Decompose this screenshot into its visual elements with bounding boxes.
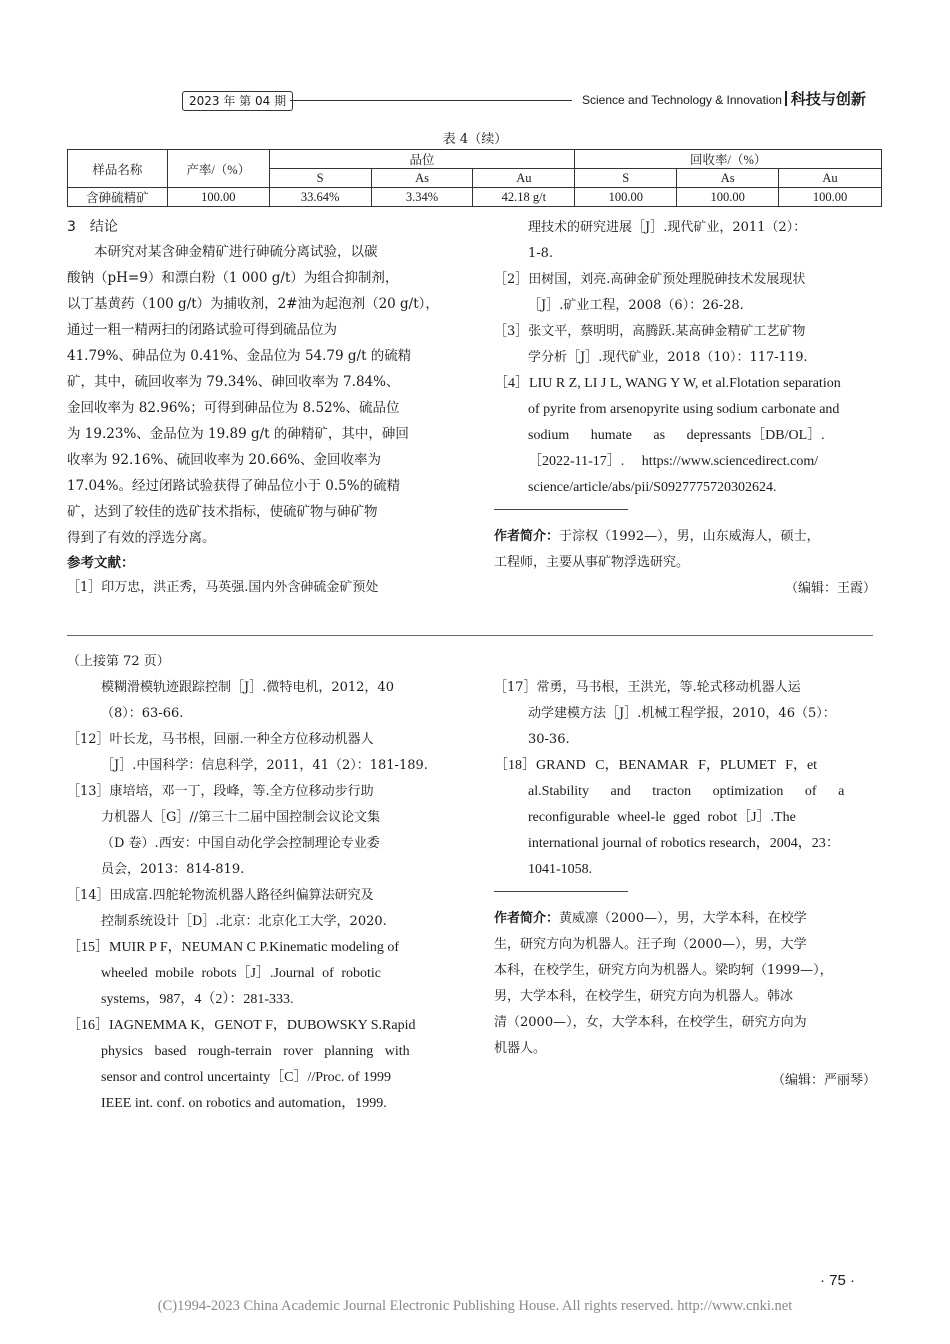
author-label: 作者简介：	[494, 529, 560, 544]
table-cell: 3.34%	[371, 188, 473, 207]
text-line: 收率为 92.16%、硫回收率为 20.66%、金回收率为	[67, 452, 382, 468]
text-line: wheeled mobile robots［J］.Journal of robotic	[101, 966, 382, 981]
lower-left-column	[67, 649, 459, 1117]
text-line: 本科，在校学生，研究方向为机器人。梁昀轲（1999—），	[494, 963, 833, 978]
text-line: sensor and control uncertainty［C］//Proc. of 1999	[101, 1070, 392, 1085]
reference-continued	[67, 675, 459, 727]
header-yield: 产率/（%）	[167, 150, 269, 188]
text-line: 黄威凛（2000—），男，大学本科，在校学	[559, 911, 807, 926]
text-line: 员会，2013：814-819.	[101, 862, 245, 877]
text-line: 1-8.	[528, 246, 554, 261]
header-recovery: 回收率/（%）	[575, 150, 882, 169]
reference-item	[67, 883, 459, 935]
text-line: 机器人。	[494, 1041, 547, 1056]
text-line: ［17］常勇，马书根，王洪光，等.轮式移动机器人运	[494, 680, 801, 695]
reference-item	[494, 675, 884, 753]
sub-header: Au	[779, 169, 882, 188]
text-line: 生，研究方向为机器人。汪子珣（2000—），男，大学	[494, 937, 807, 952]
reference-item	[67, 727, 459, 779]
text-line: 以丁基黄药（100 g/t）为捕收剂，2#油为起泡剂（20 g/t），	[67, 296, 439, 312]
text-line: 得到了有效的浮选分离。	[67, 530, 216, 546]
text-line: ［14］田成富.四舵轮物流机器人路径纠偏算法研究及	[67, 888, 374, 903]
sub-header: As	[371, 169, 473, 188]
lower-right-column	[494, 675, 884, 1094]
text-line: 41.79%、砷品位为 0.41%、金品位为 54.79 g/t 的硫精	[67, 348, 412, 364]
editor-note: （编辑：严丽琴）	[771, 1073, 876, 1088]
author-bio	[494, 524, 884, 576]
reference-item	[494, 267, 884, 319]
text-line: ［13］康培培，邓一丁，段峰，等.全方位移动步行助	[67, 784, 374, 799]
text-line: 本研究对某含砷金精矿进行砷硫分离试验，以碳	[94, 244, 378, 260]
text-line: 矿，达到了较佳的选矿技术指标，使硫矿物与砷矿物	[67, 504, 378, 520]
table-cell: 42.18 g/t	[473, 188, 575, 207]
table-cell: 33.64%	[269, 188, 371, 207]
upper-right-column	[494, 215, 884, 602]
text-line: ［2］田树国，刘亮.高砷金矿预处理脱砷技术发展现状	[494, 272, 806, 287]
text-line: international journal of robotics research，2004，23：	[528, 836, 840, 851]
text-line: ［15］MUIR P F，NEUMAN C P.Kinematic modeling of	[67, 940, 399, 955]
text-line: 1041-1058.	[528, 862, 593, 877]
text-line: 为 19.23%、金品位为 19.89 g/t 的砷精矿，其中，砷回	[67, 426, 409, 442]
text-line: 矿，其中，硫回收率为 79.34%、砷回收率为 7.84%、	[67, 374, 400, 390]
text-line: 动学建模方法［J］.机械工程学报，2010，46（5）：	[528, 706, 836, 721]
separator-line	[494, 891, 628, 892]
section-divider	[67, 635, 873, 636]
text-line: ［3］张文平，蔡明明，高腾跃.某高砷金精矿工艺矿物	[494, 324, 806, 339]
reference-item: ［1］印万忠，洪正秀，马英强.国内外含砷硫金矿预处	[67, 580, 379, 595]
text-line: ［4］LIU R Z, LI J L, WANG Y W, et al.Flotation separation	[494, 376, 841, 391]
header-rule	[290, 100, 572, 101]
reference-item	[67, 935, 459, 1013]
table-cell: 100.00	[575, 188, 677, 207]
text-line: al.Stability and tracton optimization of a	[528, 784, 845, 799]
references-heading: 参考文献：	[67, 555, 135, 571]
text-line: systems，987，4（2）：281-333.	[101, 992, 294, 1007]
reference-item	[494, 319, 884, 371]
author-bio	[494, 906, 884, 1062]
data-table	[67, 149, 882, 207]
title-separator	[785, 91, 787, 106]
text-line: physics based rough-terrain rover planning with	[101, 1044, 410, 1059]
text-line: 理技术的研究进展［J］.现代矿业，2011（2）：	[528, 220, 807, 235]
separator-line	[494, 509, 628, 510]
copyright-footer: (C)1994-2023 China Academic Journal Electronic Publishing House. All rights reserved. http://www.cnki.net	[157, 1298, 793, 1314]
sub-header: S	[269, 169, 371, 188]
table-row	[68, 188, 882, 207]
text-line: sodium humate as depressants［DB/OL］.	[528, 428, 825, 443]
text-line: 17.04%。经过闭路试验获得了砷品位小于 0.5%的硫精	[67, 478, 401, 494]
text-line: 于淙权（1992—），男，山东威海人，硕士，	[559, 529, 820, 544]
text-line: ［12］叶长龙，马书根，回丽.一种全方位移动机器人	[67, 732, 374, 747]
text-line: 男，大学本科，在校学生，研究方向为机器人。韩冰	[494, 989, 794, 1004]
text-line: 模糊滑模轨迹跟踪控制［J］.微特电机，2012，40	[101, 680, 394, 695]
text-line: ［16］IAGNEMMA K，GENOT F，DUBOWSKY S.Rapid	[67, 1018, 416, 1033]
journal-title-cn: 科技与创新	[790, 90, 866, 108]
journal-title	[582, 89, 866, 110]
reference-item	[494, 371, 884, 501]
journal-title-en: Science and Technology & Innovation	[582, 93, 782, 107]
text-line: 力机器人［G］//第三十二届中国控制会议论文集	[101, 810, 381, 825]
text-line: reconfigurable wheel-le gged robot［J］.The	[528, 810, 796, 825]
continued-note: （上接第 72 页）	[67, 654, 170, 669]
header-grade: 品位	[269, 150, 575, 169]
table-cell: 100.00	[167, 188, 269, 207]
upper-left-column	[67, 215, 458, 601]
text-line: ［J］.中国科学：信息科学，2011，41（2）：181-189.	[101, 758, 428, 773]
sub-header: Au	[473, 169, 575, 188]
sub-header: As	[677, 169, 779, 188]
table-cell: 100.00	[677, 188, 779, 207]
sub-header: S	[575, 169, 677, 188]
table-cell: 含砷硫精矿	[68, 188, 168, 207]
reference-continued	[494, 215, 884, 267]
editor-note: （编辑：王霞）	[784, 581, 876, 596]
text-line: （8）：63-66.	[101, 706, 184, 721]
reference-item	[67, 1013, 459, 1117]
text-line: IEEE int. conf. on robotics and automation，1999.	[101, 1096, 387, 1111]
text-line: science/article/abs/pii/S0927775720302624.	[528, 480, 777, 495]
table-caption: 表 4（续）	[442, 132, 508, 147]
text-line: ［J］.矿业工程，2008（6）：26-28.	[528, 298, 744, 313]
reference-item	[494, 753, 884, 883]
text-line: 金回收率为 82.96%；可得到砷品位为 8.52%、硫品位	[67, 400, 400, 416]
text-line: ［2022-11-17］. https://www.sciencedirect.com/	[528, 454, 819, 469]
text-line: of pyrite from arsenopyrite using sodium carbonate and	[528, 402, 840, 417]
author-label: 作者简介：	[494, 911, 560, 926]
text-line: 工程师，主要从事矿物浮选研究。	[494, 555, 690, 570]
table-cell: 100.00	[779, 188, 882, 207]
issue-badge: 2023 年 第 04 期	[182, 91, 293, 111]
text-line: 30-36.	[528, 732, 570, 747]
text-line: （D 卷）.西安：中国自动化学会控制理论专业委	[101, 836, 380, 851]
conclusion-paragraph	[67, 239, 458, 551]
text-line: 通过一粗一精两扫的闭路试验可得到硫品位为	[67, 322, 337, 338]
text-line: 清（2000—），女，大学本科，在校学生，研究方向为	[494, 1015, 807, 1030]
section-title: 3 结论	[67, 219, 118, 235]
header-sample: 样品名称	[68, 150, 168, 188]
page-number: · 75 ·	[820, 1272, 856, 1289]
text-line: 学分析［J］.现代矿业，2018（10）：117-119.	[528, 350, 808, 365]
text-line: ［18］GRAND C，BENAMAR F，PLUMET F，et	[494, 758, 818, 773]
text-line: 酸钠（pH=9）和漂白粉（1 000 g/t）为组合抑制剂，	[67, 270, 399, 286]
text-line: 控制系统设计［D］.北京：北京化工大学，2020.	[101, 914, 387, 929]
reference-item	[67, 779, 459, 883]
